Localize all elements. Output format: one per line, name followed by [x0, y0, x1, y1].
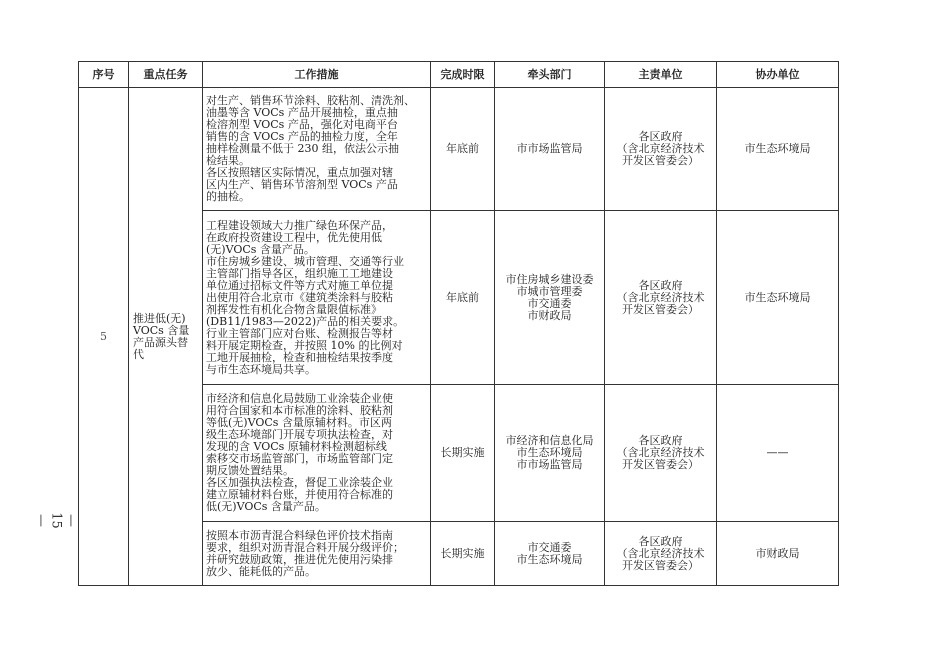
measure-cell: [203, 211, 431, 385]
header-lead: 牵头部门: [495, 62, 605, 88]
lead-cell: [495, 88, 605, 211]
measure-cell: [203, 522, 431, 586]
lead-text: 市市场监管局: [516, 142, 583, 155]
responsible-text: 各区政府 （含北京经济技术 开发区管委会）: [616, 534, 705, 572]
header-measure: 工作措施: [203, 62, 431, 88]
lead-text: 市经济和信息化局 市生态环境局 市市场监管局: [505, 434, 594, 471]
lead-cell: [495, 385, 605, 522]
lead-text: 市住房城乡建设委 市城市管理委 市交通委 市财政局: [505, 272, 594, 322]
deadline-cell: [431, 522, 495, 586]
responsible-cell: [605, 385, 717, 522]
row-task: [129, 88, 203, 586]
responsible-cell: [605, 522, 717, 586]
lead-text: 市交通委 市生态环境局: [516, 540, 583, 566]
task-table: [78, 61, 839, 586]
responsible-text: 各区政府 （含北京经济技术 开发区管委会）: [616, 434, 705, 471]
assist-text: 市生态环境局: [744, 290, 811, 304]
deadline-text: 长期实施: [440, 546, 485, 560]
deadline-text: 长期实施: [440, 446, 485, 459]
deadline-text: 年底前: [446, 290, 479, 304]
responsible-text: 各区政府 （含北京经济技术 开发区管委会）: [616, 130, 705, 167]
header-deadline: 完成时限: [431, 62, 495, 88]
page-number: [33, 498, 79, 547]
header-assist: 协办单位: [717, 62, 839, 88]
header-task: 重点任务: [129, 62, 203, 88]
measure-text: 市经济和信息化局鼓励工业涂装企业使 用符合国家和本市标准的涂料、胶粘剂 等低(无)VOCs 含量原辅材料。市区两 级生态环境部门开展专项执法检查，对 发现的含 VOCs 原辅材料检测超标线 索移交市场监管部门，市场监管部门定 期反馈处置结果。 各区加强执法检查，督促工业涂装企业 建立原辅材料台账，并使用符合标准的 低(无)VOCs 含量产品。: [206, 392, 393, 513]
assist-cell: [717, 385, 839, 522]
measure-cell: [203, 385, 431, 522]
deadline-cell: [431, 88, 495, 211]
page-number-text: — 15 —: [33, 512, 79, 529]
responsible-cell: [605, 88, 717, 211]
assist-cell: [717, 211, 839, 385]
measure-text: 工程建设领域大力推广绿色环保产品， 在政府投资建设工程中，优先使用低 (无)VOCs 含量产品。 市住房城乡建设、城市管理、交通等行业 主管部门指导各区，组织施工工地建设 单位通过招标文件等方式对施工单位提 出使用符合北京市《建筑类涂料与胶粘 剂挥发性有机化合物含量限值标准》 (DB11/1983—2022)产品的相关要求。 行业主管部门应对台账、检测报告等材 料开展定期检查，并按照 10% 的比例对 工地开展抽检，检查和抽检结果按季度 与市生态环境局共享。: [206, 218, 405, 376]
header-seq: 序号: [79, 62, 129, 88]
measure-text: 对生产、销售环节涂料、胶粘剂、清洗剂、 油墨等含 VOCs 产品开展抽检，重点抽 检溶剂型 VOCs 产品，强化对电商平台 销售的含 VOCs 产品的抽检力度，全年 抽样检测量不低于 230 组，依法公示抽 检结果。 各区按照辖区实际情况，重点加强对辖 区内生产、销售环节溶剂型 VOCs 产品 的抽检。: [206, 94, 415, 203]
table-row: [79, 88, 839, 211]
row-task-text: 推进低(无) VOCs 含量 产品源头替 代: [133, 311, 190, 361]
lead-cell: [495, 522, 605, 586]
measure-cell: [203, 88, 431, 211]
assist-text: 市财政局: [755, 546, 800, 560]
measure-text: 按照本市沥青混合料绿色评价技术指南 要求，组织对沥青混合料开展分级评价； 并研究鼓励政策，推进优先使用污染排 放少、能耗低的产品。: [206, 528, 404, 578]
header-row: [79, 62, 839, 88]
assist-text: 市生态环境局: [744, 142, 811, 155]
deadline-cell: [431, 211, 495, 385]
assist-text: ——: [766, 446, 789, 459]
assist-cell: [717, 88, 839, 211]
deadline-text: 年底前: [446, 142, 479, 155]
responsible-cell: [605, 211, 717, 385]
lead-cell: [495, 211, 605, 385]
row-seq: 5: [79, 88, 129, 586]
header-responsible: 主责单位: [605, 62, 717, 88]
deadline-cell: [431, 385, 495, 522]
responsible-text: 各区政府 （含北京经济技术 开发区管委会）: [616, 278, 705, 316]
assist-cell: [717, 522, 839, 586]
